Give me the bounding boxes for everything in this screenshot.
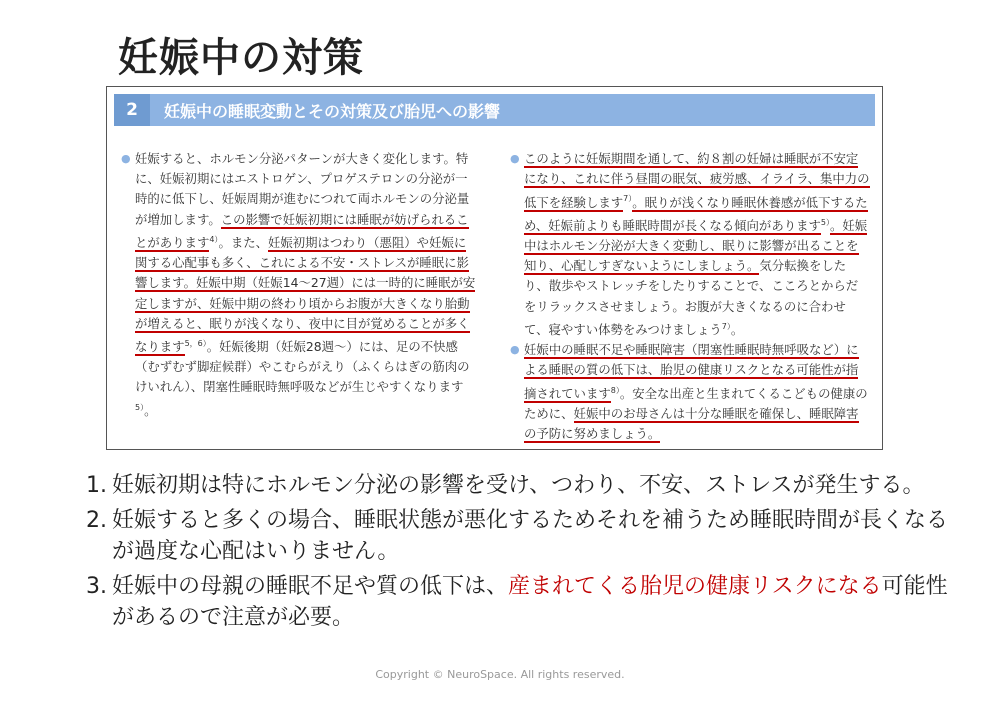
underlined-segment: 妊娠中の睡眠不足や睡眠障害（閉塞性睡眠時無呼吸など）による睡眠の質の低下は、胎児の健康リスクとなる可能性が指摘されています xyxy=(524,342,859,401)
item-text-pre: 妊娠中の母親の睡眠不足や質の低下は、 xyxy=(112,574,509,599)
item-text: 妊娠初期は特にホルモン分泌の影響を受け、つわり、不安、ストレスが発生する。 xyxy=(112,473,925,498)
text-segment: 。 xyxy=(730,322,744,337)
item-number: 3. xyxy=(86,574,107,599)
text-segment: 妊娠すると、ホルモン分泌パターンが大きく変化します。特に、妊娠初期にはエストロゲン、プロゲステロンの分泌が一時的に低下し、妊娠周期が進むにつれて両ホルモンの分泌量が増加します。 xyxy=(135,151,470,227)
reference-mark: 8） xyxy=(610,385,620,395)
underlined-segment: 妊娠中期（妊娠14〜27週）には一時的に睡眠が安定しますが、妊娠中期の終わり頃からお腹が大きくなり胎動が増えると、眠りが浅くなり、夜中に目が覚めることが多くなります xyxy=(135,275,476,355)
item-text-post: 可能性があるので注意が必要。 xyxy=(112,574,948,630)
text-segment: 。また、 xyxy=(218,234,268,250)
reference-mark: 5） xyxy=(135,402,145,412)
left-paragraph xyxy=(121,149,477,421)
underlined-segment: 。妊娠中はホルモン分泌が大きく変動し、眠りに影響が出ることを知り、心配しすぎないようにしましょう。 xyxy=(524,217,868,274)
summary-item-2 xyxy=(86,505,966,567)
underlined-segment: 。眠りが浅くなり睡眠休養感が低下するため、妊娠前よりも睡眠時間が長くなる傾向があります xyxy=(524,194,868,233)
bullet-icon: ● xyxy=(121,152,131,165)
summary-item-3 xyxy=(86,571,966,633)
text-segment: 。 xyxy=(144,402,157,418)
summary-item-1 xyxy=(86,470,966,501)
right-column xyxy=(510,149,870,444)
underlined-segment: 妊娠中のお母さんは十分な睡眠を確保し、睡眠障害の予防に努めましょう。 xyxy=(524,405,859,442)
summary-list xyxy=(86,470,966,637)
underlined-segment: このように妊娠期間を通して、約８割の妊婦は睡眠が不安定になり、これに伴う昼間の眠気、疲労感、イライラ、集中力の低下を経験します xyxy=(524,151,870,210)
text-segment: 。妊娠後期（妊娠28週〜）には、足の不快感（むずむず脚症候群）やこむらがえり（ふくらはぎの筋肉のけいれん）、閉塞性睡眠時無呼吸などが生じやすくなります xyxy=(135,339,470,395)
copyright-notice: Copyright © NeuroSpace. All rights reserved. xyxy=(375,668,625,681)
document-excerpt xyxy=(106,86,883,450)
bullet-icon: ● xyxy=(510,152,520,165)
bullet-icon: ● xyxy=(510,343,520,357)
underlined-segment: この影響で妊娠初期には睡眠が妨げられることがあります xyxy=(135,211,469,250)
left-column xyxy=(121,149,477,421)
underlined-segment: 妊娠初期はつわり（悪阻）や妊娠に関する心配事も多く、これによる不安・ストレスが睡眠に影響します。 xyxy=(135,234,469,291)
reference-mark: 7） xyxy=(721,321,731,331)
text-segment: 気分転換をしたり、散歩やストレッチをしたりすることで、こころとからだをリラックスさせましょう。お腹が大きくなるのに合わせて、寝やすい体勢をみつけましょう xyxy=(524,258,859,337)
text-segment: 。安全な出産と生まれてくるこどもの健康のために、 xyxy=(524,385,868,421)
section-banner xyxy=(114,94,875,126)
reference-mark: 5） xyxy=(820,217,830,227)
banner-title: 妊娠中の睡眠変動とその対策及び胎児への影響 xyxy=(164,101,501,121)
slide-title: 妊娠中の対策 xyxy=(118,35,364,81)
item-number: 1. xyxy=(86,473,107,498)
right-paragraph-2 xyxy=(510,340,870,444)
highlighted-text: 産まれてくる胎児の健康リスクになる xyxy=(508,574,882,599)
right-paragraph-1 xyxy=(510,149,870,340)
reference-mark: 5，6） xyxy=(184,338,207,348)
banner-number: 2 xyxy=(114,94,150,126)
item-number: 2. xyxy=(86,508,107,533)
item-text xyxy=(112,571,966,633)
item-text: 妊娠すると多くの場合、睡眠状態が悪化するためそれを補うため睡眠時間が長くなるが過度な心配はいりません。 xyxy=(112,508,949,564)
reference-mark: 7） xyxy=(623,194,633,204)
reference-mark: 4） xyxy=(209,234,219,244)
